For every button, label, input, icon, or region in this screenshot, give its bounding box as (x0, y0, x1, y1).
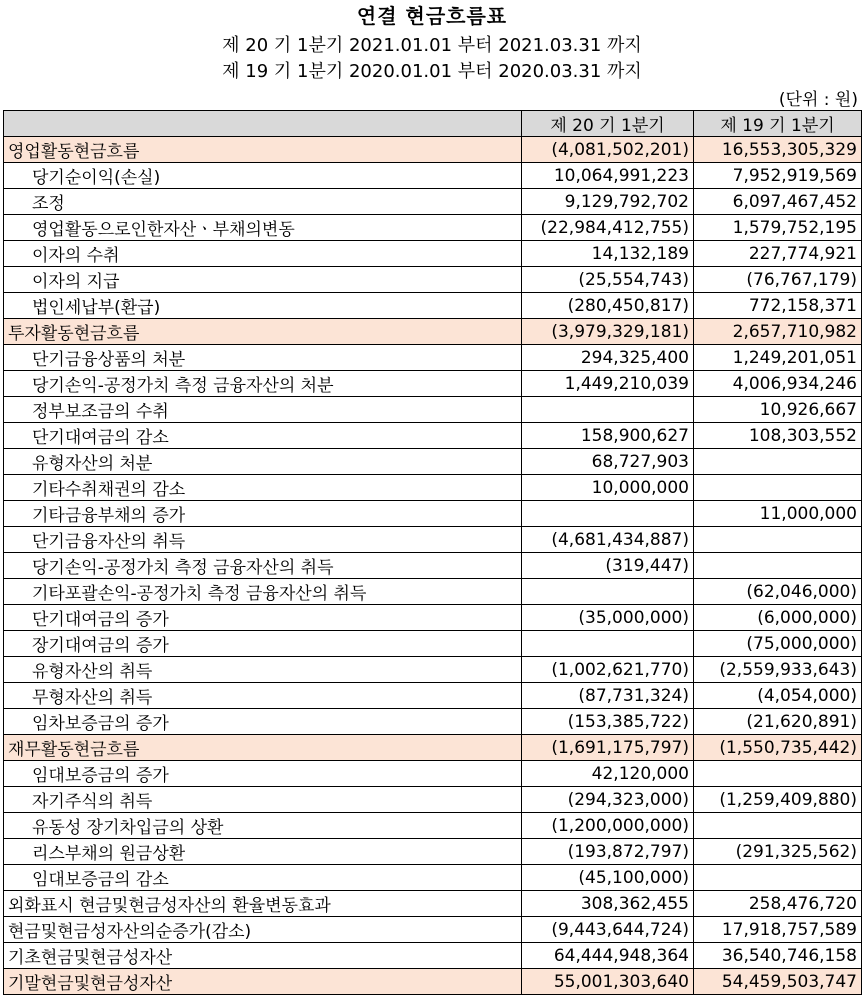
row-label: 당기손익-공정가치 측정 금융자산의 취득 (4, 553, 522, 579)
prior-period-value (694, 813, 862, 839)
current-period-value: (35,000,000) (522, 605, 694, 631)
row-label: 유동성 장기차입금의 상환 (4, 813, 522, 839)
table-row (4, 865, 862, 891)
current-period-value: (294,323,000) (522, 787, 694, 813)
row-label: 장기대여금의 증가 (4, 631, 522, 657)
table-row (4, 605, 862, 631)
current-period-value: 294,325,400 (522, 345, 694, 371)
prior-period-value: 10,926,667 (694, 397, 862, 423)
table-row (4, 839, 862, 865)
prior-period-value: 11,000,000 (694, 501, 862, 527)
row-label: 영업활동현금흐름 (4, 137, 522, 163)
current-period-value: (193,872,797) (522, 839, 694, 865)
prior-period-value: (62,046,000) (694, 579, 862, 605)
current-period-value: (87,731,324) (522, 683, 694, 709)
row-label: 이자의 지급 (4, 267, 522, 293)
row-label: 임대보증금의 감소 (4, 865, 522, 891)
row-label: 단기대여금의 감소 (4, 423, 522, 449)
table-row (4, 319, 862, 345)
table-row (4, 761, 862, 787)
row-label: 외화표시 현금및현금성자산의 환율변동효과 (4, 891, 522, 917)
row-label: 자기주식의 취득 (4, 787, 522, 813)
table-row (4, 215, 862, 241)
period-prior: 제 19 기 1분기 2020.01.01 부터 2020.03.31 까지 (222, 61, 642, 82)
table-row (4, 579, 862, 605)
header-prior-period: 제 19 기 1분기 (694, 111, 862, 137)
current-period-value: (153,385,722) (522, 709, 694, 735)
current-period-value: (1,691,175,797) (522, 735, 694, 761)
table-row (4, 891, 862, 917)
table-row (4, 735, 862, 761)
table-row (4, 553, 862, 579)
current-period-value: (1,002,621,770) (522, 657, 694, 683)
current-period-value: 158,900,627 (522, 423, 694, 449)
prior-period-value: (1,259,409,880) (694, 787, 862, 813)
current-period-value (522, 501, 694, 527)
current-period-value (522, 579, 694, 605)
current-period-value: (25,554,743) (522, 267, 694, 293)
table-row (4, 657, 862, 683)
prior-period-value: (6,000,000) (694, 605, 862, 631)
prior-period-value: 16,553,305,329 (694, 137, 862, 163)
table-row (4, 787, 862, 813)
row-label: 리스부채의 원금상환 (4, 839, 522, 865)
current-period-value: (4,081,502,201) (522, 137, 694, 163)
current-period-value: (45,100,000) (522, 865, 694, 891)
current-period-value: 68,727,903 (522, 449, 694, 475)
period-current: 제 20 기 1분기 2021.01.01 부터 2021.03.31 까지 (222, 35, 642, 56)
current-period-value: 64,444,948,364 (522, 943, 694, 969)
prior-period-value: 17,918,757,589 (694, 917, 862, 943)
table-row (4, 371, 862, 397)
row-label: 조정 (4, 189, 522, 215)
table-row (4, 423, 862, 449)
current-period-value (522, 397, 694, 423)
prior-period-value (694, 475, 862, 501)
current-period-value: 308,362,455 (522, 891, 694, 917)
prior-period-value (694, 761, 862, 787)
row-label: 영업활동으로인한자산ㆍ부채의변동 (4, 215, 522, 241)
prior-period-value: (75,000,000) (694, 631, 862, 657)
table-row (4, 397, 862, 423)
row-label: 단기금융자산의 취득 (4, 527, 522, 553)
row-label: 유형자산의 취득 (4, 657, 522, 683)
current-period-value (522, 631, 694, 657)
prior-period-value (694, 553, 862, 579)
current-period-value: (22,984,412,755) (522, 215, 694, 241)
table-row (4, 267, 862, 293)
row-label: 무형자산의 취득 (4, 683, 522, 709)
table-row (4, 917, 862, 943)
table-row (4, 709, 862, 735)
row-label: 단기대여금의 증가 (4, 605, 522, 631)
row-label: 기말현금및현금성자산 (4, 969, 522, 995)
prior-period-value: (2,559,933,643) (694, 657, 862, 683)
table-row (4, 449, 862, 475)
row-label: 당기순이익(손실) (4, 163, 522, 189)
table-row (4, 189, 862, 215)
table-row (4, 969, 862, 995)
table-row (4, 631, 862, 657)
current-period-value: (4,681,434,887) (522, 527, 694, 553)
prior-period-value: (21,620,891) (694, 709, 862, 735)
row-label: 당기손익-공정가치 측정 금융자산의 처분 (4, 371, 522, 397)
table-row (4, 137, 862, 163)
prior-period-value: 54,459,503,747 (694, 969, 862, 995)
table-row (4, 475, 862, 501)
row-label: 기타포괄손익-공정가치 측정 금융자산의 취득 (4, 579, 522, 605)
table-row (4, 813, 862, 839)
current-period-value: (280,450,817) (522, 293, 694, 319)
table-row (4, 163, 862, 189)
prior-period-value: 1,249,201,051 (694, 345, 862, 371)
prior-period-value: 4,006,934,246 (694, 371, 862, 397)
prior-period-value: 258,476,720 (694, 891, 862, 917)
prior-period-value (694, 865, 862, 891)
table-row (4, 501, 862, 527)
row-label: 정부보조금의 수취 (4, 397, 522, 423)
header-current-period: 제 20 기 1분기 (522, 111, 694, 137)
table-row (4, 527, 862, 553)
prior-period-value: 772,158,371 (694, 293, 862, 319)
table-row (4, 241, 862, 267)
row-label: 임차보증금의 증가 (4, 709, 522, 735)
row-label: 이자의 수취 (4, 241, 522, 267)
row-label: 임대보증금의 증가 (4, 761, 522, 787)
statement-title: 연결 현금흐름표 (356, 4, 508, 28)
prior-period-value (694, 527, 862, 553)
current-period-value: 55,001,303,640 (522, 969, 694, 995)
prior-period-value: 6,097,467,452 (694, 189, 862, 215)
current-period-value: 9,129,792,702 (522, 189, 694, 215)
prior-period-value: (76,767,179) (694, 267, 862, 293)
current-period-value: 42,120,000 (522, 761, 694, 787)
prior-period-value: (4,054,000) (694, 683, 862, 709)
prior-period-value: 108,303,552 (694, 423, 862, 449)
table-row (4, 345, 862, 371)
row-label: 현금및현금성자산의순증가(감소) (4, 917, 522, 943)
current-period-value: (319,447) (522, 553, 694, 579)
cash-flow-table (3, 110, 862, 995)
current-period-value: (9,443,644,724) (522, 917, 694, 943)
prior-period-value: 36,540,746,158 (694, 943, 862, 969)
table-header-row (4, 111, 862, 137)
table-row (4, 683, 862, 709)
row-label: 기타수취채권의 감소 (4, 475, 522, 501)
prior-period-value: 227,774,921 (694, 241, 862, 267)
row-label: 기초현금및현금성자산 (4, 943, 522, 969)
row-label: 투자활동현금흐름 (4, 319, 522, 345)
table-row (4, 293, 862, 319)
unit-label: (단위 : 원) (778, 90, 858, 110)
prior-period-value: 2,657,710,982 (694, 319, 862, 345)
prior-period-value: 7,952,919,569 (694, 163, 862, 189)
row-label: 단기금융상품의 처분 (4, 345, 522, 371)
prior-period-value: (1,550,735,442) (694, 735, 862, 761)
prior-period-value: 1,579,752,195 (694, 215, 862, 241)
current-period-value: 1,449,210,039 (522, 371, 694, 397)
row-label: 기타금융부채의 증가 (4, 501, 522, 527)
row-label: 유형자산의 처분 (4, 449, 522, 475)
prior-period-value (694, 449, 862, 475)
row-label: 재무활동현금흐름 (4, 735, 522, 761)
current-period-value: (3,979,329,181) (522, 319, 694, 345)
current-period-value: 14,132,189 (522, 241, 694, 267)
current-period-value: (1,200,000,000) (522, 813, 694, 839)
table-row (4, 943, 862, 969)
current-period-value: 10,064,991,223 (522, 163, 694, 189)
current-period-value: 10,000,000 (522, 475, 694, 501)
prior-period-value: (291,325,562) (694, 839, 862, 865)
header-account (4, 111, 522, 137)
table-body (4, 137, 862, 995)
row-label: 법인세납부(환급) (4, 293, 522, 319)
